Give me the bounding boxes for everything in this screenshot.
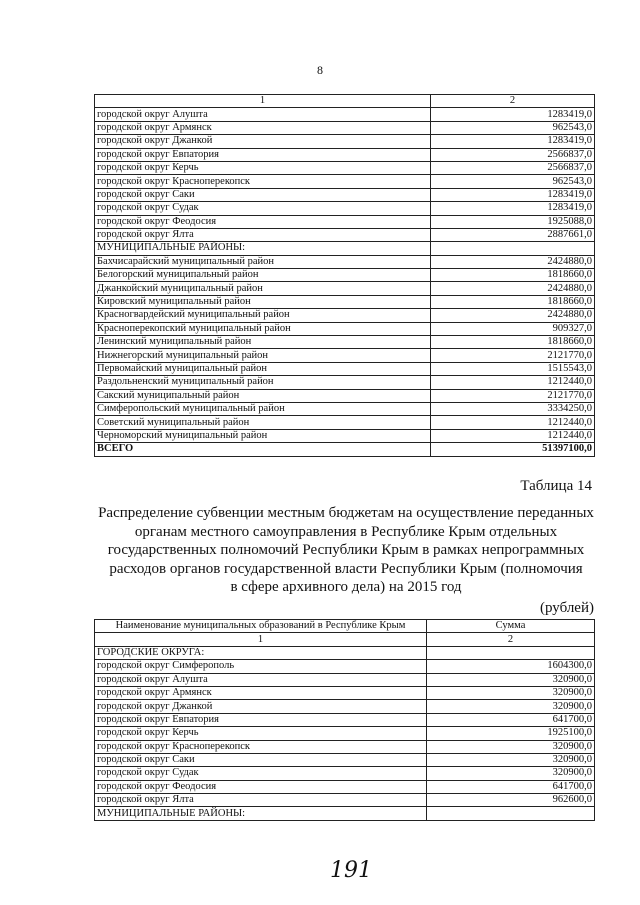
cell-amount: 2566837,0 [431, 148, 595, 161]
table-row [95, 108, 595, 121]
cell-name: Красноперекопский муниципальный район [95, 322, 431, 335]
table-row [95, 646, 595, 659]
table-row [95, 322, 595, 335]
units-label: (рублей) [539, 600, 594, 616]
cell-name: городской округ Ялта [95, 794, 427, 807]
cell-amount: 1283419,0 [431, 108, 595, 121]
cell-name: городской округ Судак [95, 767, 427, 780]
title-line: в сфере архивного дела) на 2015 год [230, 579, 462, 595]
cell-name: городской округ Джанкой [95, 135, 431, 148]
total-row [95, 443, 595, 456]
cell-amount: 2121770,0 [431, 389, 595, 402]
page-number: 8 [317, 63, 323, 77]
column-number: 2 [427, 633, 595, 646]
column-number-row [95, 633, 595, 646]
cell-name: городской округ Керчь [95, 727, 427, 740]
cell-name: Ленинский муниципальный район [95, 336, 431, 349]
archive-subsidy-table [94, 619, 595, 821]
table-row [95, 727, 595, 740]
cell-name: Черноморский муниципальный район [95, 429, 431, 442]
table-row [95, 416, 595, 429]
table-row [95, 794, 595, 807]
cell-name: Первомайский муниципальный район [95, 362, 431, 375]
cell-amount: 1818660,0 [431, 295, 595, 308]
table-row [95, 161, 595, 174]
cell-name: Кировский муниципальный район [95, 295, 431, 308]
cell-name: городской округ Красноперекопск [95, 175, 431, 188]
cell-amount: 2424880,0 [431, 309, 595, 322]
table-row [95, 700, 595, 713]
cell-name: МУНИЦИПАЛЬНЫЕ РАЙОНЫ: [95, 807, 427, 820]
table-row [95, 767, 595, 780]
cell-name: городской округ Армянск [95, 121, 431, 134]
cell-name: городской округ Алушта [95, 673, 427, 686]
column-number-row [95, 95, 595, 108]
table-row [95, 309, 595, 322]
cell-amount: 1212440,0 [431, 416, 595, 429]
title-line: Распределение субвенции местным бюджетам на осуществление переданных [98, 505, 594, 521]
cell-amount: 1818660,0 [431, 269, 595, 282]
table-row [95, 295, 595, 308]
table-row [95, 242, 595, 255]
title-line: государственных полномочий Республики Крым в рамках непрограммных [107, 542, 585, 558]
table-label: Таблица 14 [520, 478, 592, 494]
table-row [95, 188, 595, 201]
table-row [95, 362, 595, 375]
cell-name: городской округ Алушта [95, 108, 431, 121]
cell-amount: 51397100,0 [431, 443, 595, 456]
cell-amount [431, 242, 595, 255]
cell-amount [427, 646, 595, 659]
cell-amount: 2887661,0 [431, 228, 595, 241]
cell-name: Симферопольский муниципальный район [95, 402, 431, 415]
cell-amount: 641700,0 [427, 780, 595, 793]
table-row [95, 780, 595, 793]
title-line: расходов органов государственной власти Республики Крым (полномочия [109, 560, 583, 577]
cell-amount: 1212440,0 [431, 376, 595, 389]
table-row [95, 349, 595, 362]
cell-amount: 320900,0 [427, 700, 595, 713]
cell-name: городской округ Красноперекопск [95, 740, 427, 753]
table-row [95, 673, 595, 686]
table-row [95, 269, 595, 282]
cell-amount: 2424880,0 [431, 282, 595, 295]
cell-name: городской округ Судак [95, 202, 431, 215]
table-row [95, 135, 595, 148]
cell-amount: 909327,0 [431, 322, 595, 335]
cell-name: городской округ Феодосия [95, 780, 427, 793]
subsidy-table-continued [94, 94, 595, 457]
cell-amount: 1283419,0 [431, 202, 595, 215]
cell-amount: 2566837,0 [431, 161, 595, 174]
cell-name: Сакский муниципальный район [95, 389, 431, 402]
table-row [95, 121, 595, 134]
cell-name: Джанкойский муниципальный район [95, 282, 431, 295]
cell-name: городской округ Симферополь [95, 660, 427, 673]
column-number: 1 [95, 633, 427, 646]
table-row [95, 336, 595, 349]
table-row [95, 429, 595, 442]
table-row [95, 175, 595, 188]
cell-amount: 1925088,0 [431, 215, 595, 228]
cell-name: городской округ Евпатория [95, 148, 431, 161]
cell-amount: 962543,0 [431, 121, 595, 134]
cell-amount: 3334250,0 [431, 402, 595, 415]
table-row [95, 740, 595, 753]
table-row [95, 807, 595, 820]
cell-amount: 962600,0 [427, 794, 595, 807]
table-row [95, 376, 595, 389]
column-number: 2 [431, 95, 595, 108]
cell-name: МУНИЦИПАЛЬНЫЕ РАЙОНЫ: [95, 242, 431, 255]
column-header-sum: Сумма [427, 620, 595, 633]
cell-amount: 962543,0 [431, 175, 595, 188]
column-header-name: Наименование муниципальных образований в Республике Крым [95, 620, 427, 633]
table-row [95, 686, 595, 699]
table-row [95, 282, 595, 295]
table-row [95, 202, 595, 215]
cell-name: Нижнегорский муниципальный район [95, 349, 431, 362]
cell-name: городской округ Армянск [95, 686, 427, 699]
cell-amount: 1212440,0 [431, 429, 595, 442]
cell-name: городской округ Джанкой [95, 700, 427, 713]
cell-name: Белогорский муниципальный район [95, 269, 431, 282]
cell-name: городской округ Евпатория [95, 713, 427, 726]
table-title [96, 504, 596, 597]
table-row [95, 753, 595, 766]
cell-name: городской округ Керчь [95, 161, 431, 174]
cell-amount: 1604300,0 [427, 660, 595, 673]
cell-amount: 1925100,0 [427, 727, 595, 740]
title-line: органам местного самоуправления в Республике Крым отдельных [134, 523, 558, 540]
table-row [95, 660, 595, 673]
cell-name: Красногвардейский муниципальный район [95, 309, 431, 322]
cell-amount: 2121770,0 [431, 349, 595, 362]
cell-name: Раздольненский муниципальный район [95, 376, 431, 389]
cell-amount: 1283419,0 [431, 188, 595, 201]
cell-name: ВСЕГО [95, 443, 431, 456]
column-number: 1 [95, 95, 431, 108]
table-row [95, 402, 595, 415]
cell-amount: 320900,0 [427, 753, 595, 766]
cell-amount: 320900,0 [427, 673, 595, 686]
table-row [95, 255, 595, 268]
cell-amount: 1818660,0 [431, 336, 595, 349]
table-row [95, 148, 595, 161]
cell-amount: 1283419,0 [431, 135, 595, 148]
table-row [95, 228, 595, 241]
handwritten-page-number: 191 [330, 858, 372, 883]
cell-amount: 2424880,0 [431, 255, 595, 268]
cell-amount: 1515543,0 [431, 362, 595, 375]
cell-amount: 320900,0 [427, 686, 595, 699]
cell-name: городской округ Саки [95, 188, 431, 201]
table-row [95, 713, 595, 726]
table-row [95, 215, 595, 228]
table-row [95, 389, 595, 402]
cell-name: Советский муниципальный район [95, 416, 431, 429]
cell-name: городской округ Ялта [95, 228, 431, 241]
column-header-row [95, 620, 595, 633]
cell-amount: 320900,0 [427, 740, 595, 753]
cell-name: городской округ Феодосия [95, 215, 431, 228]
cell-amount [427, 807, 595, 820]
cell-name: ГОРОДСКИЕ ОКРУГА: [95, 646, 427, 659]
cell-amount: 641700,0 [427, 713, 595, 726]
cell-name: городской округ Саки [95, 753, 427, 766]
cell-amount: 320900,0 [427, 767, 595, 780]
cell-name: Бахчисарайский муниципальный район [95, 255, 431, 268]
